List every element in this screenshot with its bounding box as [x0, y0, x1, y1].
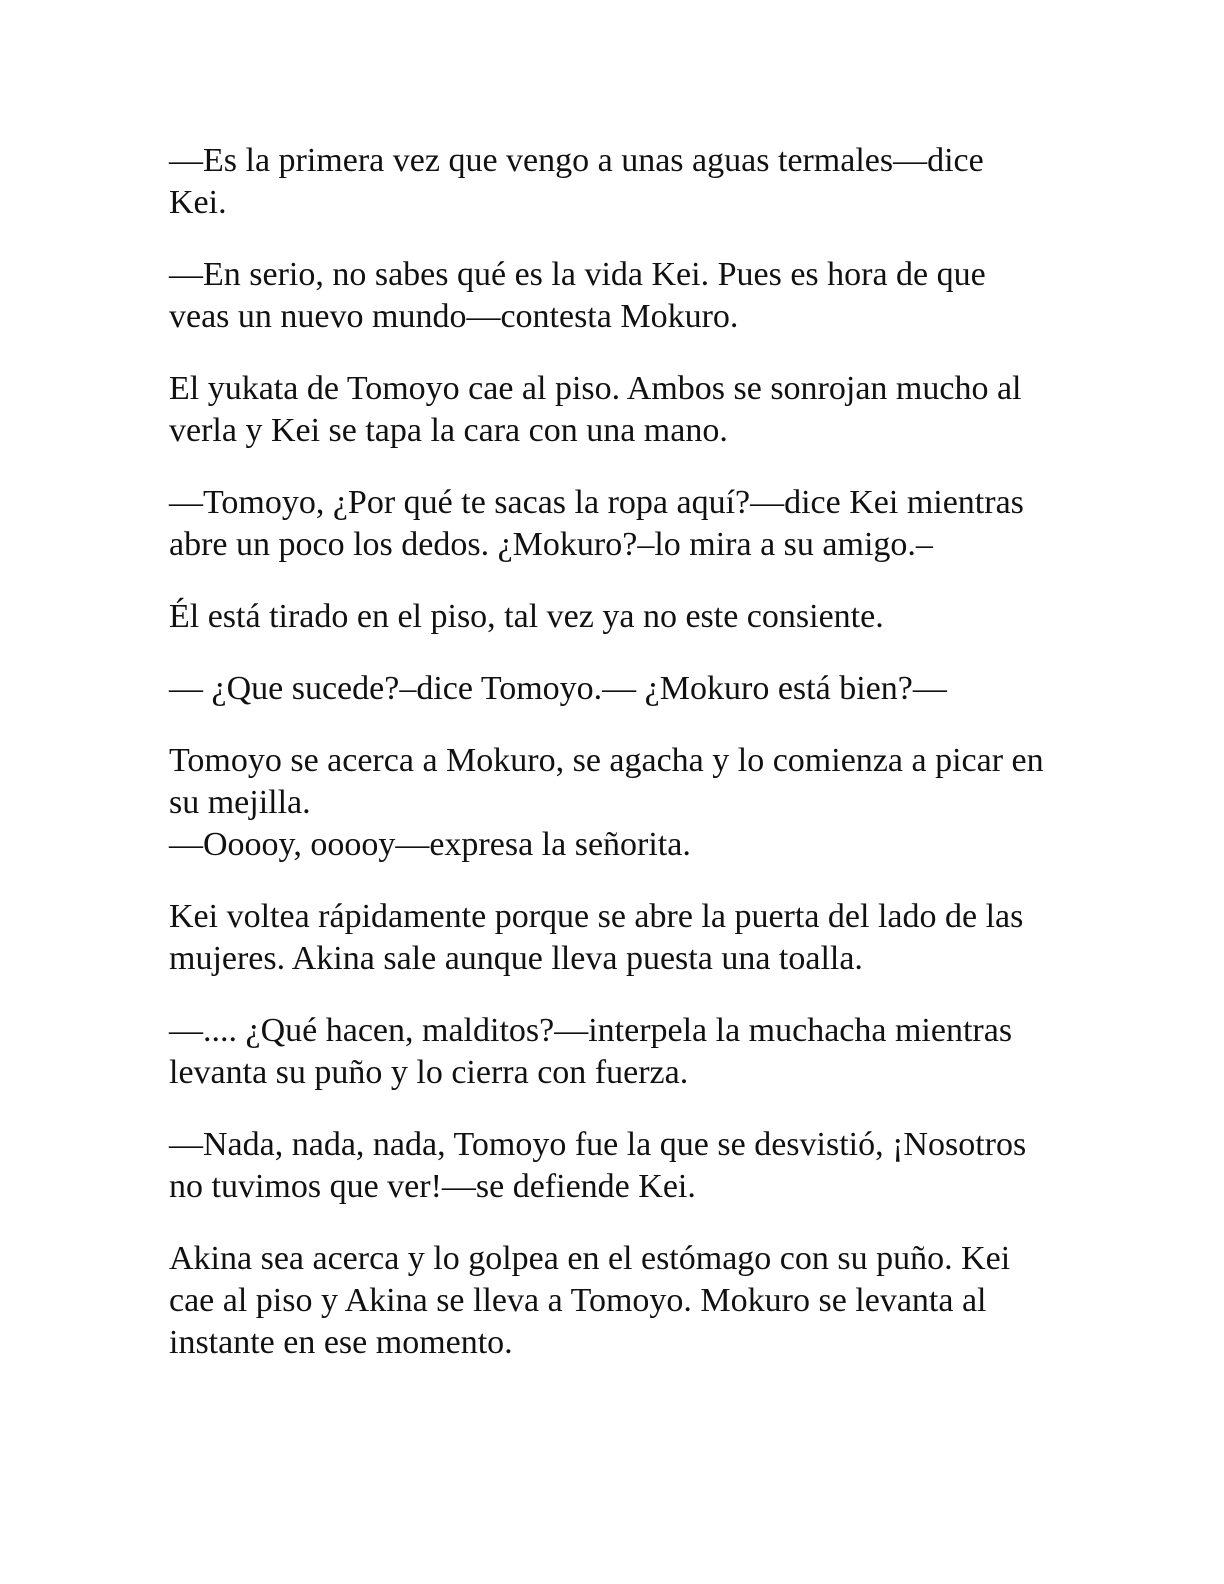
- document-page: [169, 140, 1049, 1394]
- paragraph-1: —Es la primera vez que vengo a unas aguas termales—dice Kei.: [169, 142, 984, 221]
- paragraph-4: —Tomoyo, ¿Por qué te sacas la ropa aquí?—dice Kei mientras abre un poco los dedos. ¿Mokuro?–lo mira a su amigo.–: [169, 484, 1024, 563]
- paragraph-12: Akina sea acerca y lo golpea en el estómago con su puño. Kei cae al piso y Akina se lleva a Tomoyo. Mokuro se levanta al instante en ese momento.: [169, 1240, 1011, 1361]
- paragraph-2: —En serio, no sabes qué es la vida Kei. Pues es hora de que veas un nuevo mundo—contesta Mokuro.: [169, 256, 986, 335]
- paragraph-6: — ¿Que sucede?–dice Tomoyo.— ¿Mokuro está bien?—: [169, 670, 947, 707]
- paragraph-8: —Ooooy, ooooy—expresa la señorita.: [169, 826, 691, 863]
- paragraph-7: Tomoyo se acerca a Mokuro, se agacha y lo comienza a picar en su mejilla.: [169, 742, 1044, 821]
- paragraph-10: —.... ¿Qué hacen, malditos?—interpela la muchacha mientras levanta su puño y lo cierra con fuerza.: [169, 1012, 1013, 1091]
- paragraph-11: —Nada, nada, nada, Tomoyo fue la que se desvistió, ¡Nosotros no tuvimos que ver!—se defiende Kei.: [169, 1126, 1027, 1205]
- paragraph-9: Kei voltea rápidamente porque se abre la puerta del lado de las mujeres. Akina sale aunque lleva puesta una toalla.: [169, 898, 1024, 977]
- paragraph-5: Él está tirado en el piso, tal vez ya no este consiente.: [169, 598, 884, 635]
- paragraph-3: El yukata de Tomoyo cae al piso. Ambos se sonrojan mucho al verla y Kei se tapa la cara con una mano.: [169, 370, 1022, 449]
